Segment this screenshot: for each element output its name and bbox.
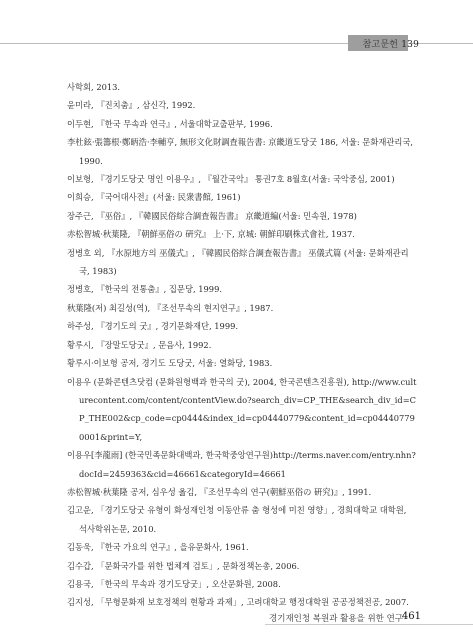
reference-entry: 장주근, 『巫俗』, 『韓國民俗綜合調査報告書』 京畿道編(서울: 민속원, 1978) [67,210,357,221]
reference-entry: 김고운, 「경기도당굿 유형이 화성재인청 이동안류 춤 형성에 미친 영향」, 경희대학교 대학원, 석사학위논문, 2010. [67,505,407,534]
reference-entry: 김용국, 「한국의 무속과 경기도당굿」, 오산문화원, 2008. [67,578,281,589]
reference-entry: 이희승, 『국어대사전』(서울: 民衆書館, 1961) [67,192,241,203]
reference-entry: 이보형, 『경기도당굿 명인 이용우』, 『월간국악』 통권7호 8월호(서울: 국악중심, 2001) [67,174,395,185]
reference-entry-link: 이용우[李龍雨] (한국민족문화대백과, 한국학중앙연구원)http://terms.naver.com/entry.nhn?docId=2459363&cid=46661&categoryId=46661 [67,450,416,479]
reference-entry: 秋葉隆(저) 최길성(역), 『조선무속의 현지연구』, 1987. [67,302,274,313]
reference-entry: 赤松智城·秋葉隆, 『朝鮮巫俗の 硏究』 上·下, 京城: 朝鮮印刷株式會社, 1937. [67,229,355,240]
page-footer [0,612,473,626]
reference-entry: 황루시·이보형 공저, 경기도 도당굿, 서울: 열화당, 1983. [67,358,273,369]
reference-entry: 정병호 외, 『水原地方의 巫儀式』, 『韓國民俗綜合調査報告書』 巫儀式篇 (서울: 문화재관리국, 1983) [67,247,409,277]
reference-entry: 김수갑, 「문화국가를 위한 법체계 검토」, 문화정책논총, 2006. [67,560,300,571]
reference-entry: 황루시, 『장말도당굿』, 문음사, 1992. [67,339,212,350]
footer-page-number: 461 [401,611,421,622]
reference-entry: 사학회, 2013. [67,82,121,92]
header-page-number: 139 [401,40,419,50]
reference-entry: 李杜鉉·張籌根·鄭昞浩·李輔亨, 無形文化財調査報告書: 京畿道도당굿 186, 서울: 문화재관리국, 1990. [67,137,414,166]
reference-entry: 하주성, 『경기도의 굿』, 경기문화재단, 1999. [67,321,239,332]
reference-entry: 윤미라, 『진치춤』, 삼신각, 1992. [67,100,196,111]
reference-entry: 정병호, 『한국의 전통춤』, 집문당, 1999. [67,284,222,295]
reference-entry-link: 이용우 (문화콘텐츠닷컴 (문화원형백과 한국의 굿), 2004, 한국콘텐츠진흥원), http://www.culturecontent.com/content/contentView.do?search_div=CP_THE&search_div_id=CP_THE002&cp_code=cp0444&index_id=cp04440779&content_id=cp044407790001&print=Y, [67,376,417,442]
reference-entry: 이두현, 『한국 무속과 연극』, 서울대학교출판부, 1996. [67,118,273,129]
section-label: 참고문헌 [362,40,399,50]
reference-entry: 김동욱, 『한국 가요의 연구』, 을유문화사, 1961. [67,542,249,553]
reference-list [67,78,417,612]
footer-book-title: 경기재인청 복원과 활용을 위한 연구 [269,614,403,624]
reference-entry: 김지성, 「무형문화재 보호정책의 현황과 과제」, 고려대학교 행정대학원 공공정책전공, 2007. [67,597,409,608]
reference-entry: 赤松智城·秋葉隆 공저, 심우성 옮김, 『조선무속의 연구(朝鮮巫俗の 硏究)』, 1991. [67,486,372,497]
running-header [363,37,419,50]
footer-rule [265,624,473,625]
